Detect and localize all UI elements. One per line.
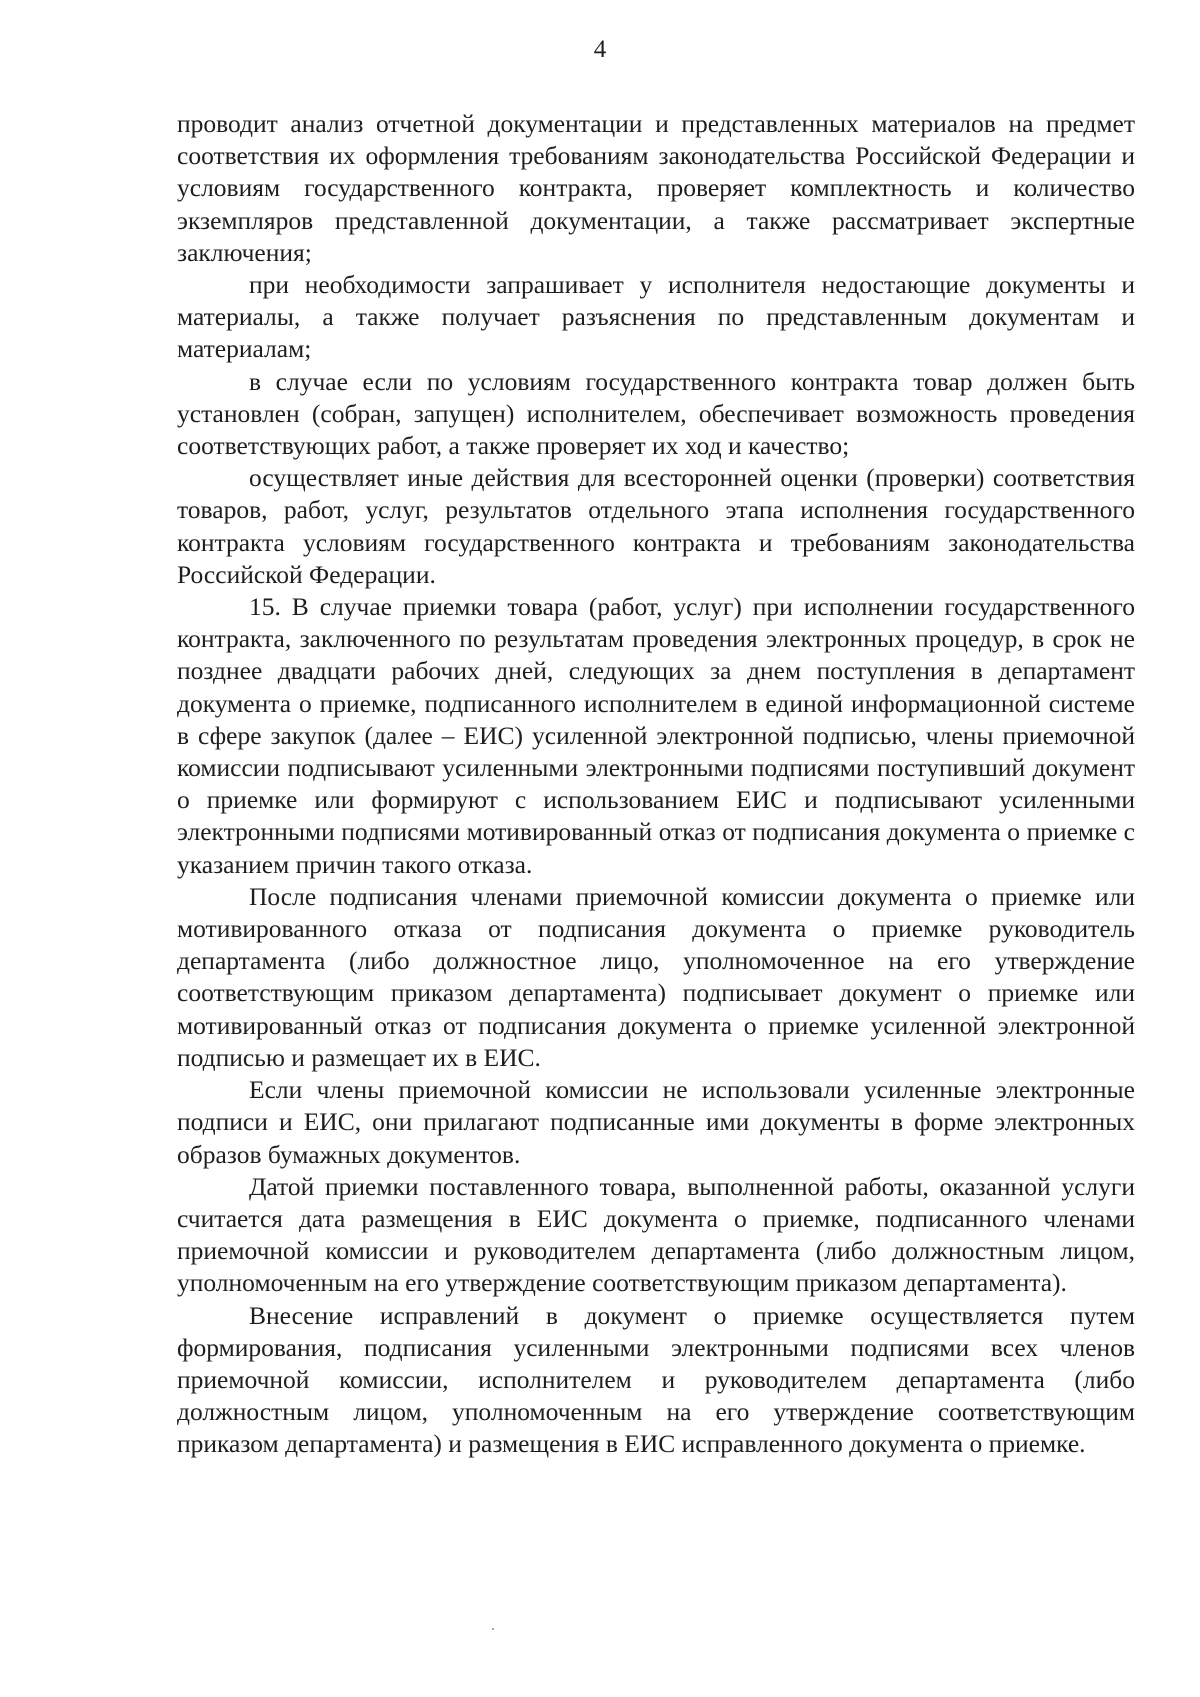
paragraph-other-actions: осуществляет иные действия для всесторонней оценки (проверки) соответствия товаров, работ, услуг, результатов отдельного этапа исполнения государственного контракта условиям государственного контракта и требованиям законодательства Российской Федерации.: [177, 463, 1135, 589]
document-body: [177, 108, 1135, 1461]
paragraph-after-signing: После подписания членами приемочной комиссии документа о приемке или мотивированного отказа от подписания документа о приемке руководитель департамента (либо должностное лицо, уполномоченное на его утверждение соответствующим приказом департамента) подписывает документ о приемке или мотивированный отказ от подписания документа о приемке усиленной электронной подписью и размещает их в ЕИС.: [177, 881, 1135, 1072]
paragraph-corrections: Внесение исправлений в документ о приемке осуществляется путем формирования, подписания усиленными электронными подписями всех членов приемочной комиссии, исполнителем и руководителем департамента (либо должностным лицом, уполномоченным на его утверждение соответствующим приказом департамента) и размещения в ЕИС исправленного документа о приемке.: [177, 1300, 1135, 1459]
paragraph-analysis: проводит анализ отчетной документации и представленных материалов на предмет соответствия их оформления требованиям законодательства Российской Федерации и условиям государственного контракта, проверяет комплектность и количество экземпляров представленной документации, а также рассматривает экспертные заключения;: [177, 109, 1135, 267]
paragraph-request-documents: при необходимости запрашивает у исполнителя недостающие документы и материалы, а также получает разъяснения по представленным документам и материалам;: [177, 270, 1135, 364]
page-number: 4: [593, 36, 607, 63]
paragraph-clause-15: 15. В случае приемки товара (работ, услуг) при исполнении государственного контракта, заключенного по результатам проведения электронных процедур, в срок не позднее двадцати рабочих дней, следующих за днем поступления в департамент документа о приемке, подписанного исполнителем в единой информационной системе в сфере закупок (далее – ЕИС) усиленной электронной подписью, члены приемочной комиссии подписывают усиленными электронными подписями поступивший документ о приемке или формируют с использованием ЕИС и подписывают усиленными электронными подписями мотивированный отказ от подписания документа о приемке с указанием причин такого отказа.: [177, 592, 1135, 879]
paragraph-no-electronic-signature: Если члены приемочной комиссии не использовали усиленные электронные подписи и ЕИС, они прилагают подписанные ими документы в форме электронных образов бумажных документов.: [177, 1075, 1135, 1169]
paragraph-installation: в случае если по условиям государственного контракта товар должен быть установлен (собран, запущен) исполнителем, обеспечивает возможность проведения соответствующих работ, а также проверяет их ход и качество;: [177, 366, 1135, 461]
paragraph-acceptance-date: Датой приемки поставленного товара, выполненной работы, оказанной услуги считается дата размещения в ЕИС документа о приемке, подписанного членами приемочной комиссии и руководителем департамента (либо должностным лицом, уполномоченным на его утверждение соответствующим приказом департамента).: [177, 1171, 1135, 1298]
scan-artifact-dot: [492, 1628, 494, 1630]
